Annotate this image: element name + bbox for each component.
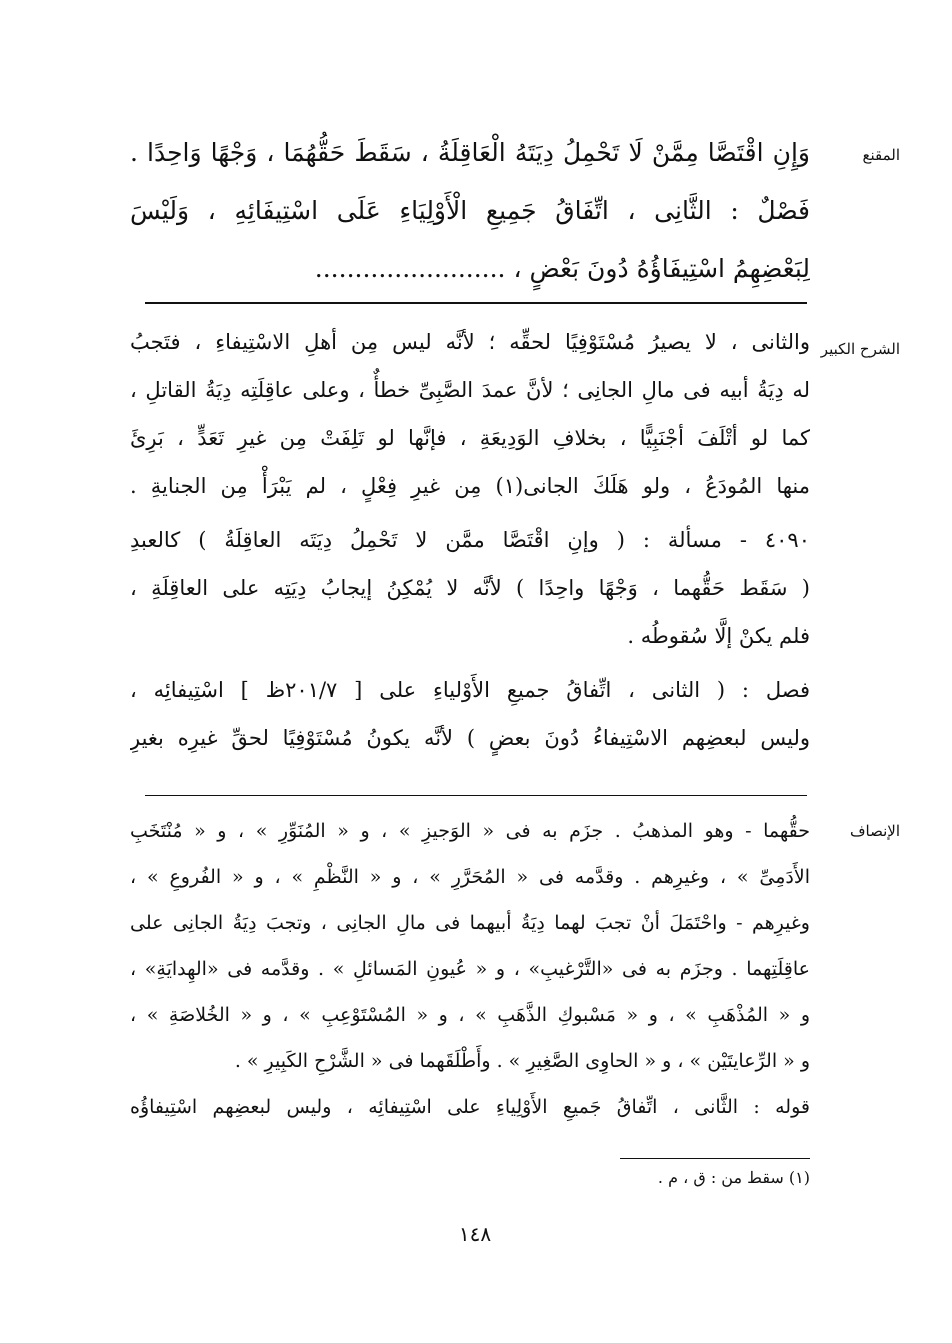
insaf-line: وغيرِهم - واحْتَمَلَ أنْ تجبَ لهما دِيَةُ أبيهما فى مالِ الجانِى ، وتجبَ دِيَةُ الجانِى على (130, 912, 810, 934)
insaf-line: قوله : الثَّانى ، اتِّفاقُ جَميعِ الأَوْلِياءِ على اسْتِيفائِه ، وليس لبعضِهم اسْتِيفاؤُه (130, 1096, 810, 1118)
sharh-line: فلم يكنْ إلَّا سُقوطُه . (627, 624, 810, 648)
insaf-text-block (130, 808, 810, 1130)
sharh-line: منها المُودَعُ ، ولو هَلَكَ الجانى(١) مِن غيرِ فِعْلٍ ، لم يَبْرَأْ مِن الجنايةِ . (130, 474, 810, 498)
sharh-line: ( سَقَط حَقُّهما ، وَجْهًا واحِدًا ) لأنَّه لا يُمْكِنُ إيجابُ دِيَتِه على العاقِلَةِ ، (130, 576, 810, 600)
sharh-line: كما لو أتْلَفَ أجْنَبِيًّا ، بخلافِ الوَدِيعَةِ ، فإنَّها لو تَلِفَتْ مِن غيرِ تَعَدٍّ ، بَرِئَ (130, 426, 810, 450)
label-muqni: المقنع (862, 146, 900, 164)
insaf-line: الأَدَمِىِّ » ، وغيرِهم . وقدَّمه فى « المُحَرَّرِ » ، و « النَّظْمِ » ، و « الفُروعِ » ، (130, 866, 810, 888)
muqni-line: فَصْلٌ : الثَّانِى ، اتِّفَاقُ جَمِيعِ الْأَوْلِيَاءِ عَلَى اسْتِيفَائِهِ ، وَلَيْسَ (130, 196, 810, 225)
sharh-line-fasl: فصل : ( الثانى ، اتِّفاقُ جميعِ الأَوْلياءِ على [ ٢٠١/٧ظ ] اسْتِيفائِه ، (130, 678, 810, 702)
muqni-line: وَإِنِ اقْتَصَّا مِمَّنْ لَا تَحْمِلُ دِيَتَهُ الْعَاقِلَةُ ، سَقَطَ حَقُّهُمَا ، وَجْهًا وَاحِدًا . (130, 138, 810, 167)
sharh-line: وليس لبعضِهم الاسْتِيفاءُ دُونَ بعضٍ ) لأنَّه يكونُ مُسْتَوْفِيًا لحقِّ غيرِه بغيرِ (130, 726, 810, 750)
label-sharh: الشرح الكبير (820, 340, 900, 358)
divider-rule-middle (145, 795, 807, 796)
footnote-rule (620, 1158, 810, 1159)
muqni-line: لِبَعْضِهِمُ اسْتِيفَاؤُهُ دُونَ بَعْضٍ ، ........................ (314, 254, 810, 283)
sharh-line: له دِيَةُ أبيه فى مالِ الجانِى ؛ لأنَّ عمدَ الصَّبِىِّ خطأٌ ، وعلى عاقِلَتِه دِيَةُ القاتلِ ، (130, 378, 810, 402)
insaf-line: حقُّهما - وهو المذهبُ . جزَم به فى « الوَجيزِ » ، و « المُنَوِّرِ » ، و « مُنْتَخَبِ (130, 820, 810, 842)
sharh-line: والثانى ، لا يصيرُ مُسْتَوْفِيًا لحقِّه ؛ لأنَّه ليس مِن أهلِ الاسْتِيفاءِ ، فتَجبُ (130, 330, 810, 354)
insaf-line: و « المُذْهَبِ » ، و « مَسْبوكِ الذَّهَبِ » ، و « المُسْتَوْعِبِ » ، و « الخُلاصَةِ » ، (130, 1004, 810, 1026)
insaf-line: عاقِلَتِهما . وجزَم به فى «التَّرْغيبِ» ، و « عُيونِ المَسائلِ » . وقدَّمه فى «الهِدايَةِ» ، (130, 958, 810, 980)
page-number: ١٤٨ (458, 1222, 492, 1246)
insaf-line: و « الرِّعايتَيْن » ، و « الحاوِى الصَّغِيرِ » . وأَطْلَقَهما فى « الشَّرْحِ الكَبِيرِ » . (234, 1050, 810, 1072)
divider-rule-top (145, 302, 807, 304)
sharh-line-issue: ٤٠٩٠ - مسألة : ( وإنِ اقْتَصَّا ممَّن لا تَحْمِلُ دِيَتَه العاقِلَةُ ) كالعبدِ (130, 528, 810, 552)
label-insaf: الإنصاف (849, 822, 900, 840)
sharh-text-block (130, 318, 810, 762)
muqni-text-block (130, 124, 810, 298)
footnote: (١) سقط من : ق ، م . (657, 1168, 810, 1187)
